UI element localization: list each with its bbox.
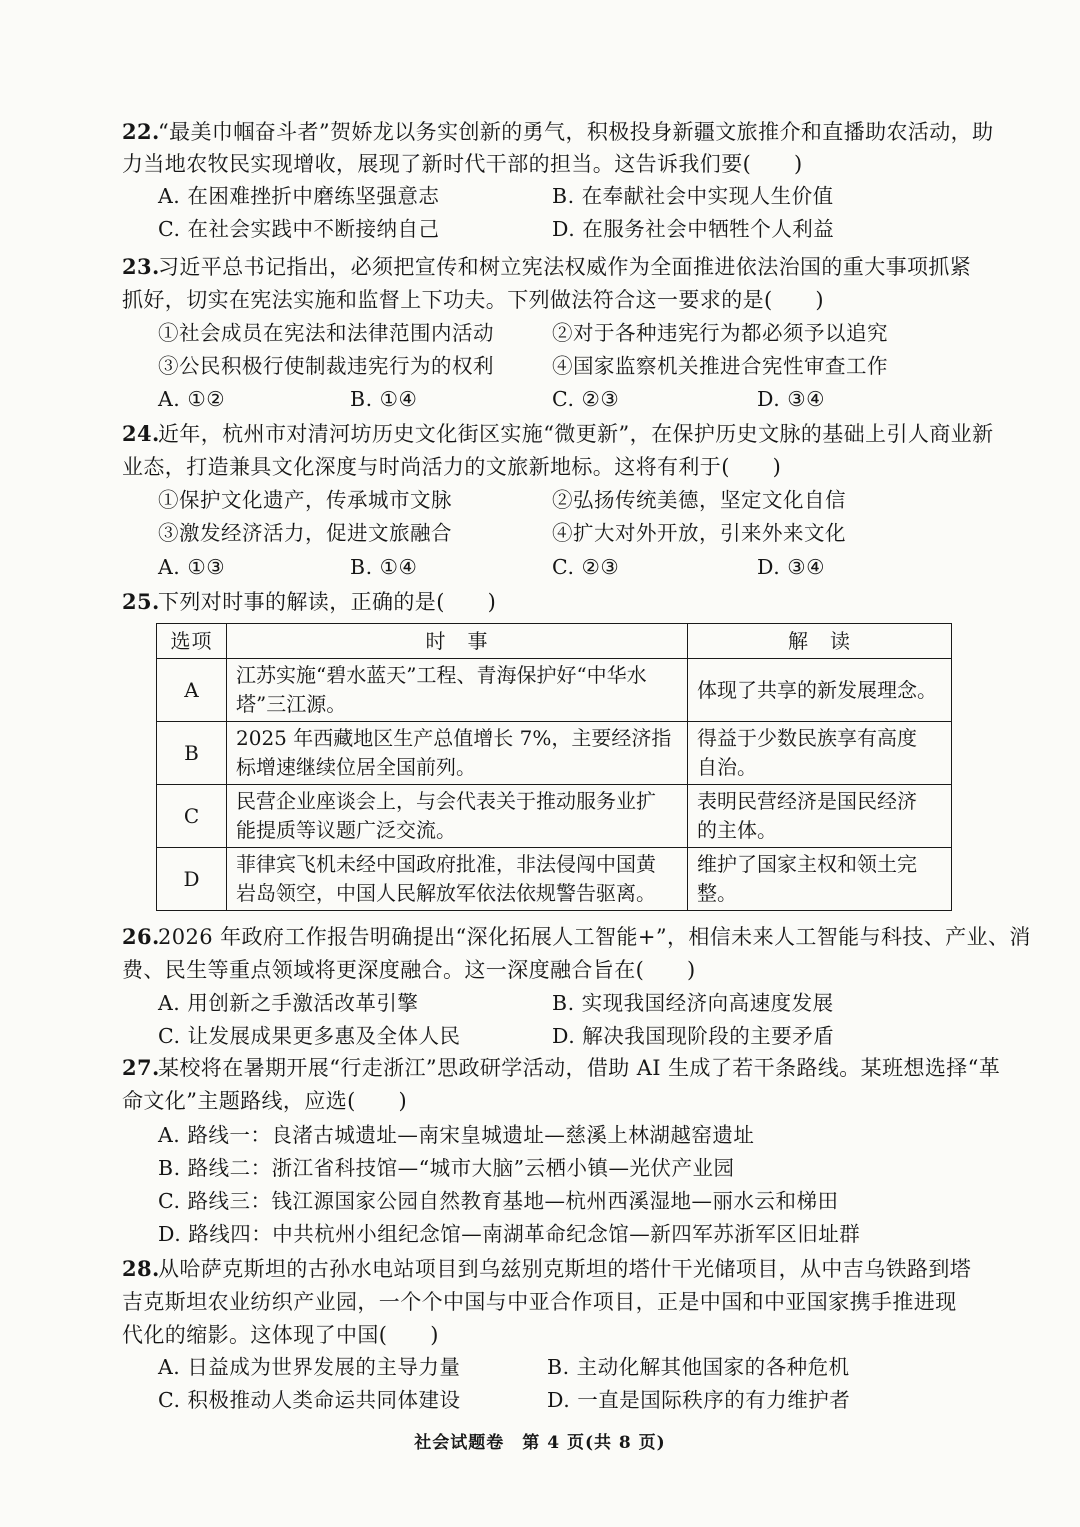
question-stem-line: “最美巾帼奋斗者”贺娇龙以务实创新的勇气，积极投身新疆文旅推介和直播助农活动，助 bbox=[158, 120, 994, 144]
option-b: B. ①④ bbox=[350, 555, 418, 579]
option-d: D. 一直是国际秩序的有力维护者 bbox=[547, 1388, 851, 1412]
option-a: A. 用创新之手激活改革引擎 bbox=[158, 991, 419, 1015]
row-reading bbox=[688, 722, 952, 785]
row-event bbox=[227, 785, 688, 848]
option-d: D. 路线四：中共杭州小组纪念馆—南湖革命纪念馆—新四军苏浙军区旧址群 bbox=[158, 1222, 861, 1246]
option-d: D. ③④ bbox=[757, 555, 825, 579]
question-stem-line: 力当地农牧民实现增收，展现了新时代干部的担当。这告诉我们要( ) bbox=[122, 152, 803, 176]
question-number: 27. bbox=[122, 1055, 160, 1080]
question-stem-line: 某校将在暑期开展“行走浙江”思政研学活动，借助 AI 生成了若干条路线。某班想选择“革 bbox=[158, 1056, 1001, 1080]
row-option: A bbox=[157, 659, 227, 722]
event-line: 岩岛领空，中国人民解放军依法依规警告驱离。 bbox=[236, 881, 656, 905]
option-c: C. 积极推动人类命运共同体建设 bbox=[158, 1388, 461, 1412]
question-number: 22. bbox=[122, 119, 160, 144]
statement-3: ③激发经济活力，促进文旅融合 bbox=[158, 521, 452, 545]
current-events-table bbox=[156, 623, 952, 911]
option-c: C. ②③ bbox=[552, 555, 620, 579]
table-header-row bbox=[157, 624, 952, 659]
option-a: A. ①③ bbox=[158, 555, 226, 579]
option-b: B. 主动化解其他国家的各种危机 bbox=[547, 1355, 850, 1379]
option-d: D. 在服务社会中牺牲个人利益 bbox=[552, 217, 835, 241]
option-a: A. 在困难挫折中磨练坚强意志 bbox=[158, 184, 440, 208]
reading-line: 维护了国家主权和领土完 bbox=[697, 852, 917, 876]
event-line: 江苏实施“碧水蓝天”工程、青海保护好“中华水 bbox=[236, 663, 647, 687]
reading-line: 整。 bbox=[697, 881, 737, 905]
row-reading bbox=[688, 785, 952, 848]
reading-line: 的主体。 bbox=[697, 818, 777, 842]
option-c: C. 在社会实践中不断接纳自己 bbox=[158, 217, 440, 241]
table-header: 选项 bbox=[157, 624, 227, 659]
question-number: 24. bbox=[122, 421, 160, 446]
option-b: B. 实现我国经济向高速度发展 bbox=[552, 991, 834, 1015]
row-reading bbox=[688, 848, 952, 911]
question-stem-line: 2026 年政府工作报告明确提出“深化拓展人工智能+”，相信未来人工智能与科技、产业、消 bbox=[158, 925, 1031, 949]
option-a: A. ①② bbox=[158, 387, 226, 411]
question-stem-line: 吉克斯坦农业纺织产业园，一个个中国与中亚合作项目，正是中国和中亚国家携手推进现 bbox=[122, 1290, 957, 1314]
row-event bbox=[227, 848, 688, 911]
row-event bbox=[227, 659, 688, 722]
statement-1: ①社会成员在宪法和法律范围内活动 bbox=[158, 321, 494, 345]
option-b: B. 路线二：浙江省科技馆—“城市大脑”云栖小镇—光伏产业园 bbox=[158, 1156, 735, 1180]
reading-line: 自治。 bbox=[697, 755, 757, 779]
table-row bbox=[157, 722, 952, 785]
reading-line: 体现了共享的新发展理念。 bbox=[697, 677, 937, 702]
question-number: 28. bbox=[122, 1256, 160, 1281]
event-line: 菲律宾飞机未经中国政府批准，非法侵闯中国黄 bbox=[236, 852, 656, 876]
option-c: C. 路线三：钱江源国家公园自然教育基地—杭州西溪湿地—丽水云和梯田 bbox=[158, 1189, 839, 1213]
statement-2: ②对于各种违宪行为都必须予以追究 bbox=[552, 321, 888, 345]
option-d: D. ③④ bbox=[757, 387, 825, 411]
row-option: B bbox=[157, 722, 227, 785]
statement-1: ①保护文化遗产，传承城市文脉 bbox=[158, 488, 452, 512]
event-line: 民营企业座谈会上，与会代表关于推动服务业扩 bbox=[236, 789, 656, 813]
event-line: 能提质等议题广泛交流。 bbox=[236, 818, 456, 842]
page-footer: 社会试题卷 第 4 页(共 8 页) bbox=[414, 1433, 666, 1453]
option-a: A. 路线一：良渚古城遗址—南宋皇城遗址—慈溪上林湖越窑遗址 bbox=[158, 1123, 755, 1147]
option-b: B. 在奉献社会中实现人生价值 bbox=[552, 184, 834, 208]
question-stem-line: 代化的缩影。这体现了中国( ) bbox=[122, 1323, 439, 1347]
table-header: 时 事 bbox=[227, 624, 688, 659]
question-stem-line: 下列对时事的解读，正确的是( ) bbox=[158, 590, 497, 614]
event-line: 2025 年西藏地区生产总值增长 7%，主要经济指 bbox=[236, 726, 672, 750]
question-stem-line: 抓好，切实在宪法实施和监督上下功夫。下列做法符合这一要求的是( ) bbox=[122, 288, 824, 312]
event-line: 标增速继续位居全国前列。 bbox=[236, 755, 476, 779]
statement-2: ②弘扬传统美德，坚定文化自信 bbox=[552, 488, 846, 512]
table-row bbox=[157, 848, 952, 911]
table-row bbox=[157, 785, 952, 848]
reading-line: 表明民营经济是国民经济 bbox=[697, 789, 917, 813]
option-b: B. ①④ bbox=[350, 387, 418, 411]
table-header: 解 读 bbox=[688, 624, 952, 659]
option-a: A. 日益成为世界发展的主导力量 bbox=[158, 1355, 461, 1379]
event-line: 塔”三江源。 bbox=[236, 692, 347, 716]
row-reading bbox=[688, 659, 952, 722]
question-stem-line: 业态，打造兼具文化深度与时尚活力的文旅新地标。这将有利于( ) bbox=[122, 455, 782, 479]
question-stem-line: 命文化”主题路线，应选( ) bbox=[122, 1089, 408, 1113]
row-option: C bbox=[157, 785, 227, 848]
question-stem-line: 近年，杭州市对清河坊历史文化街区实施“微更新”，在保护历史文脉的基础上引人商业新 bbox=[158, 422, 994, 446]
option-c: C. 让发展成果更多惠及全体人民 bbox=[158, 1024, 461, 1048]
question-stem-line: 费、民生等重点领域将更深度融合。这一深度融合旨在( ) bbox=[122, 958, 696, 982]
statement-3: ③公民积极行使制裁违宪行为的权利 bbox=[158, 354, 494, 378]
option-c: C. ②③ bbox=[552, 387, 620, 411]
statement-4: ④国家监察机关推进合宪性审查工作 bbox=[552, 354, 888, 378]
question-stem-line: 从哈萨克斯坦的古孙水电站项目到乌兹别克斯坦的塔什干光储项目，从中吉乌铁路到塔 bbox=[158, 1257, 972, 1281]
row-event bbox=[227, 722, 688, 785]
question-stem-line: 习近平总书记指出，必须把宣传和树立宪法权威作为全面推进依法治国的重大事项抓紧 bbox=[158, 255, 972, 279]
question-number: 25. bbox=[122, 589, 160, 614]
table-row bbox=[157, 659, 952, 722]
question-number: 26. bbox=[122, 924, 160, 949]
statement-4: ④扩大对外开放，引来外来文化 bbox=[552, 521, 846, 545]
reading-line: 得益于少数民族享有高度 bbox=[697, 726, 917, 750]
question-number: 23. bbox=[122, 254, 160, 279]
option-d: D. 解决我国现阶段的主要矛盾 bbox=[552, 1024, 835, 1048]
row-option: D bbox=[157, 848, 227, 911]
